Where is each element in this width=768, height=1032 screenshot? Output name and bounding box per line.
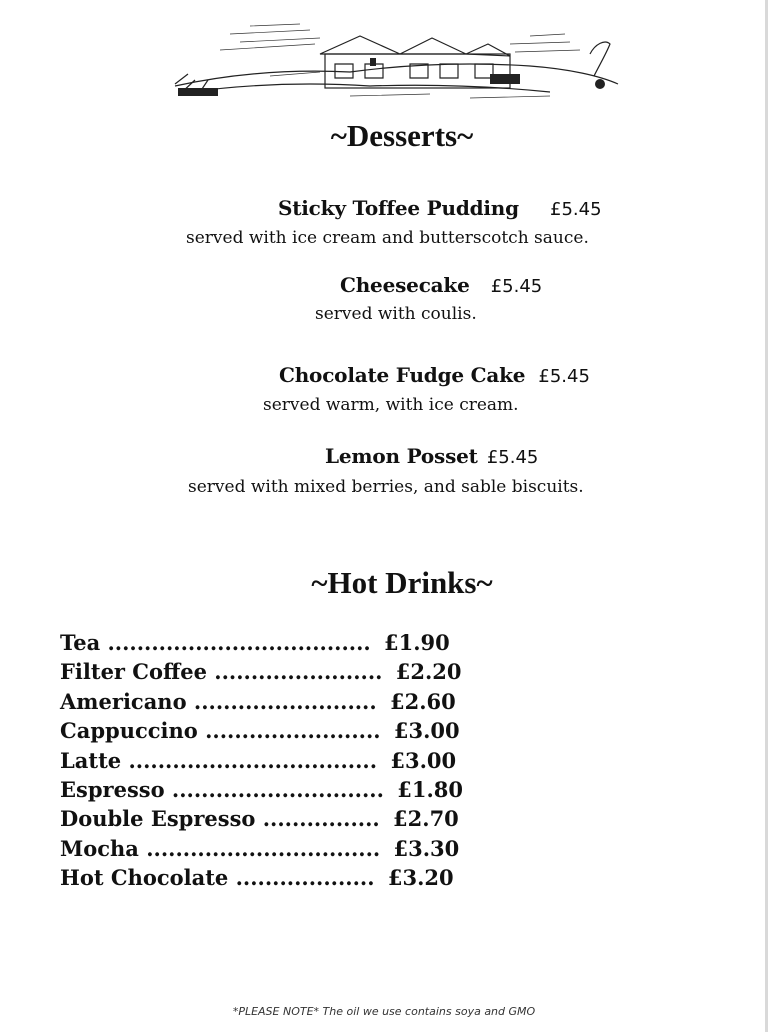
drink-row-cappuccino	[60, 716, 463, 745]
drink-price: £3.20	[387, 865, 454, 891]
drink-leader-dots: .............................	[171, 776, 384, 802]
drink-price: £2.70	[393, 806, 459, 832]
drink-row-hot-chocolate	[60, 863, 463, 892]
drink-leader-dots: ....................................	[107, 630, 371, 655]
drink-price: £2.60	[390, 688, 456, 714]
dessert-description: served with mixed berries, and sable biscuits.	[188, 477, 584, 497]
dessert-item-lemon-posset	[325, 444, 538, 468]
dessert-name: Chocolate Fudge Cake	[279, 363, 526, 387]
drink-price: £3.30	[393, 835, 460, 861]
drink-leader-dots: ..................................	[128, 747, 378, 773]
drink-name: Tea	[60, 630, 101, 655]
drink-leader-dots: ................................	[146, 835, 381, 861]
dessert-name: Lemon Posset	[325, 444, 478, 468]
dessert-name: Cheesecake	[340, 273, 470, 297]
drink-name: Double Espresso	[60, 806, 256, 832]
dessert-price: £5.45	[490, 276, 543, 297]
drink-row-espresso	[60, 775, 463, 804]
drink-leader-dots: .........................	[193, 688, 377, 714]
drink-name: Latte	[60, 747, 122, 773]
dessert-name: Sticky Toffee Pudding	[278, 196, 519, 220]
drink-price: £3.00	[393, 718, 460, 744]
hot-drinks-heading: ~Hot Drinks~	[311, 565, 493, 600]
dessert-item-sticky-toffee	[278, 196, 602, 220]
drink-price: £3.00	[390, 747, 457, 773]
drink-price: £1.90	[384, 630, 450, 655]
dessert-item-chocolate-fudge	[279, 363, 590, 387]
drink-price: £2.20	[395, 659, 462, 685]
allergen-footnote: *PLEASE NOTE* The oil we use contains soya and GMO	[232, 1005, 536, 1018]
drink-name: Cappuccino	[60, 718, 198, 744]
drink-name: Mocha	[60, 835, 139, 861]
dessert-price: £5.45	[486, 447, 539, 468]
drink-name: Filter Coffee	[60, 659, 207, 685]
building-sketch-illustration	[170, 14, 622, 114]
dessert-description: served with coulis.	[315, 304, 477, 324]
dessert-price: £5.45	[538, 366, 590, 387]
drink-name: Hot Chocolate	[60, 865, 229, 891]
drink-leader-dots: .......................	[214, 659, 383, 685]
drink-leader-dots: ........................	[205, 718, 381, 744]
drink-row-americano	[60, 687, 463, 716]
drink-row-double-espresso	[60, 804, 463, 833]
drink-row-tea	[60, 628, 463, 657]
drink-price: £1.80	[397, 776, 464, 802]
drink-row-mocha	[60, 834, 463, 863]
dessert-description: served with ice cream and butterscotch sauce.	[186, 228, 589, 248]
drink-leader-dots: ...................	[235, 865, 375, 891]
dessert-description: served warm, with ice cream.	[263, 395, 519, 415]
drink-row-latte	[60, 746, 463, 775]
drink-row-filter-coffee	[60, 657, 463, 686]
dessert-item-cheesecake	[340, 273, 542, 297]
desserts-heading: ~Desserts~	[330, 118, 474, 153]
drink-name: Americano	[60, 688, 187, 714]
drink-leader-dots: ................	[262, 806, 380, 832]
hot-drinks-list	[60, 628, 463, 893]
dessert-price: £5.45	[550, 199, 602, 220]
drink-name: Espresso	[60, 776, 165, 802]
